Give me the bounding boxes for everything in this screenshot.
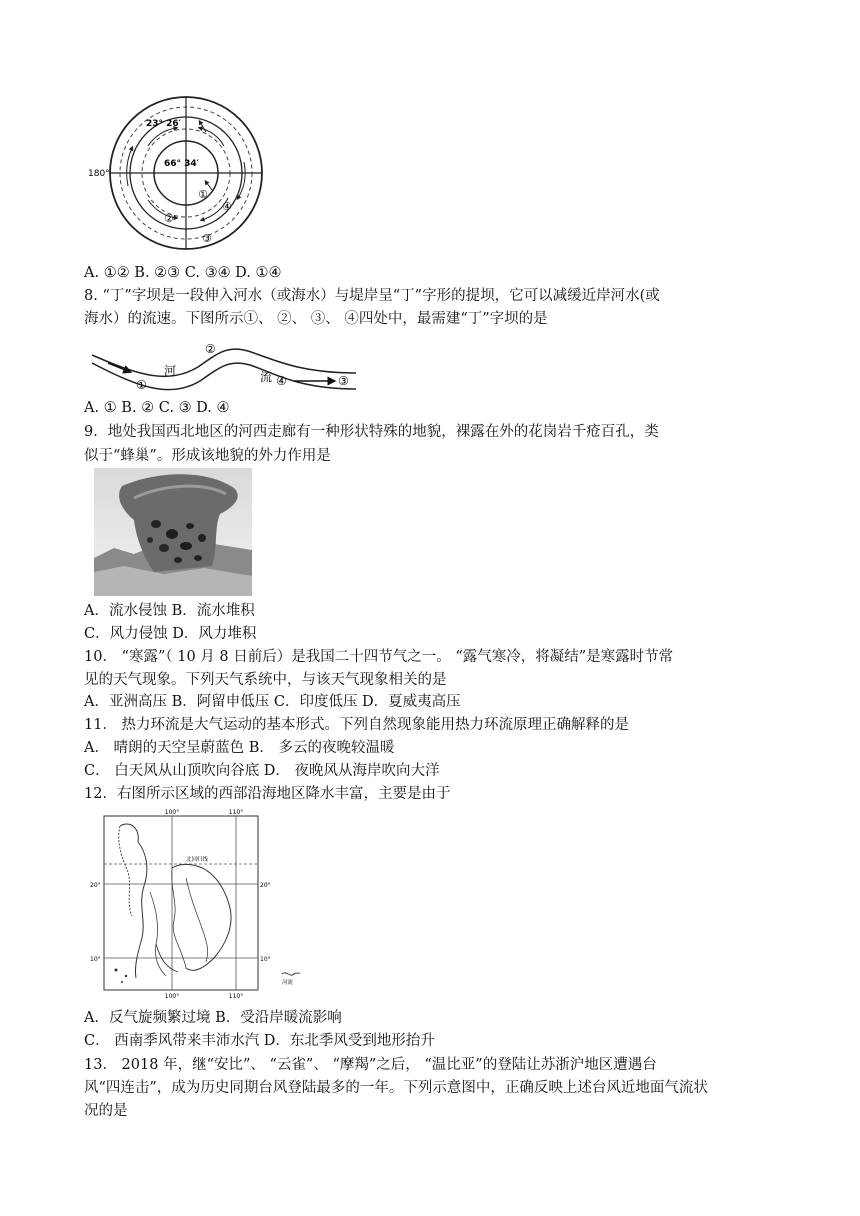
q12-text-line-1: 12．右图所示区域的西部沿海地区降水丰富，主要是由于	[84, 786, 451, 802]
q12-lon-top-1: 100°	[164, 809, 180, 816]
q7-options: A. ①② B. ②③ C. ③④ D. ①④	[84, 265, 282, 281]
q8-mark-4: ④	[276, 374, 287, 388]
q7-polar-figure	[88, 86, 268, 258]
q8-options: A. ① B. ② C. ③ D. ④	[84, 400, 230, 416]
q9-options-line-2: C．风力侵蚀 D．风力堆积	[84, 626, 257, 642]
q10-text-line-1: 10． “寒露”（ 10 月 8 日前后）是我国二十四节气之一。 “露气寒冷，将凝结”是寒露时节常	[84, 649, 674, 665]
q12-lat-10-right: 10°	[260, 956, 271, 963]
q9-text-line-2: 似于“蜂巢”。形成该地貌的外力作用是	[84, 448, 331, 464]
q8-river-char-1: 河	[164, 364, 177, 378]
q8-river-figure	[88, 333, 360, 399]
q10-text-line-2: 见的天气现象。下列天气系统中，与该天气现象相关的是	[84, 672, 447, 688]
q10-options: A．亚洲高压 B．阿留申低压 C．印度低压 D．夏威夷高压	[84, 694, 461, 710]
q11-options-line-1: A． 晴朗的天空呈蔚蓝色 B． 多云的夜晚较温暖	[84, 740, 395, 756]
q7-mark-3: ③	[202, 232, 212, 245]
q13-text-line-2: 风“四连击”，成为历史同期台风登陆最多的一年。下列示意图中，正确反映上述台风近地面气流状	[84, 1080, 708, 1096]
q12-legend-river: 河流	[282, 980, 294, 986]
q12-lat-10-left: 10°	[90, 956, 101, 963]
q12-lon-bottom-2: 110°	[228, 993, 244, 1000]
q12-lat-20-right: 20°	[260, 882, 271, 889]
q8-mark-2: ②	[205, 342, 216, 356]
q12-indochina-map	[86, 808, 302, 1002]
q9-options-line-1: A．流水侵蚀 B．流水堆积	[84, 603, 255, 619]
q12-lat-20-left: 20°	[90, 882, 101, 889]
q7-mark-4: ④	[222, 200, 232, 213]
q8-river-char-2: 流	[260, 370, 273, 384]
q12-options-line-1: A．反气旋频繁过境 B．受沿岸暖流影响	[84, 1010, 342, 1026]
q7-mark-1: ①	[198, 188, 208, 201]
q9-text-line-1: 9．地处我国西北地区的河西走廊有一种形状特殊的地貌，裸露在外的花岗岩千疮百孔，类	[84, 424, 659, 440]
q11-options-line-2: C． 白天风从山顶吹向谷底 D． 夜晚风从海岸吹向大洋	[84, 763, 440, 779]
q12-tropic-label: 北回归线	[186, 857, 209, 863]
q7-lat-tropic: 23° 26′	[146, 119, 182, 129]
q8-text-line-1: 8. “丁”字坝是一段伸入河水（或海水）与堤岸呈“丁”字形的提坝，它可以减缓近岸河水(或	[84, 288, 660, 304]
q7-lat-arctic: 66° 34′	[164, 159, 200, 169]
q13-text-line-3: 况的是	[84, 1103, 128, 1119]
q8-text-line-2: 海水）的流速。下图所示①、 ②、 ③、 ④四处中，最需建“丁”字坝的是	[84, 311, 548, 327]
q12-lon-top-2: 110°	[228, 809, 244, 816]
q7-mark-2: ②	[164, 212, 174, 225]
q8-mark-1: ①	[136, 378, 147, 392]
q13-text-line-1: 13． 2018 年，继“安比”、 “云雀”、 “摩羯”之后， “温比亚”的登陆让苏浙沪地区遭遇台	[84, 1057, 657, 1073]
q7-lon-label: 180°	[88, 169, 110, 179]
q9-honeycomb-rock-photo	[94, 468, 252, 596]
q11-text-line-1: 11． 热力环流是大气运动的基本形式。下列自然现象能用热力环流原理正确解释的是	[84, 717, 630, 733]
q8-mark-3: ③	[338, 374, 349, 388]
q12-options-line-2: C． 西南季风带来丰沛水汽 D．东北季风受到地形抬升	[84, 1033, 435, 1049]
q12-lon-bottom-1: 100°	[164, 993, 180, 1000]
